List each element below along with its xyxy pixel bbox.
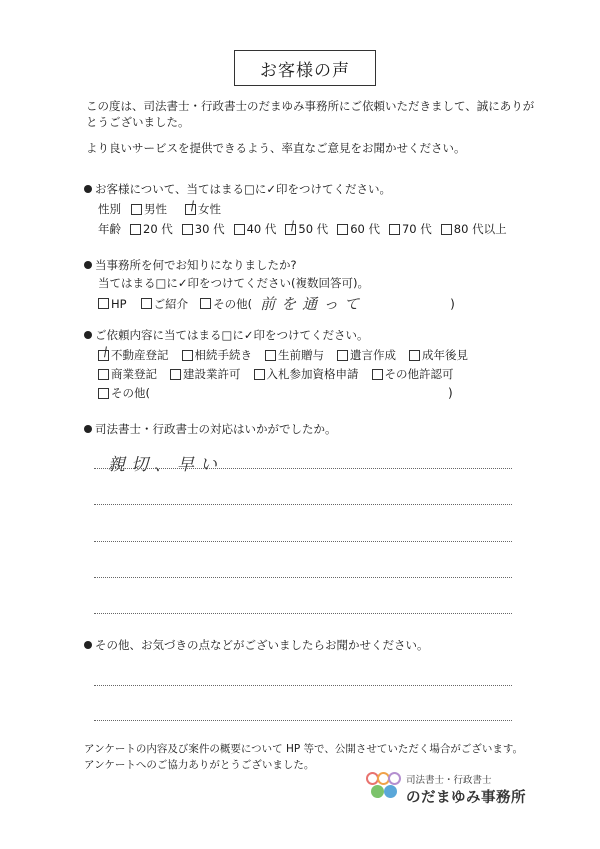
q1-heading (84, 181, 391, 197)
checkbox-icon[interactable] (409, 350, 420, 361)
checkbox-icon[interactable] (98, 298, 109, 309)
checkbox-icon[interactable] (372, 369, 383, 380)
age-option-80[interactable]: 80 代以上 (441, 221, 507, 237)
q4-heading-text: 司法書士・行政書士の対応はいかがでしたか。 (95, 422, 337, 436)
age-option-30[interactable]: 30 代 (182, 221, 225, 237)
checkbox-icon[interactable] (131, 204, 142, 215)
checkbox-icon[interactable] (389, 224, 400, 235)
service-option-bidding[interactable]: 入札参加資格申請 (254, 366, 359, 382)
q1-heading-text: お客様について、当てはまる□に✓印をつけてください。 (95, 182, 392, 196)
logo-circle-blue (384, 785, 397, 798)
answer-line (94, 468, 512, 469)
q2-subheading: 当てはまる□に✓印をつけてください(複数回答可)。 (98, 276, 369, 290)
page-title: お客様の声 (234, 50, 376, 86)
checkbox-icon[interactable] (265, 350, 276, 361)
q3-row-1 (98, 347, 468, 363)
age-label: 年齢 (98, 222, 121, 236)
source-option-hp[interactable]: HP (98, 297, 127, 311)
service-option-gift[interactable]: 生前贈与 (265, 347, 324, 363)
footer-line-1: アンケートの内容及び案件の概要について HP 等で、公開させていただく場合がございます。 (84, 743, 524, 755)
q2-heading-text: 当事務所を何でお知りになりましたか? (95, 258, 297, 272)
footer-line-2: アンケートへのご協力ありがとうございました。 (84, 759, 315, 771)
checkbox-icon[interactable] (182, 224, 193, 235)
checkbox-icon[interactable] (441, 224, 452, 235)
source-option-other[interactable]: その他( (200, 296, 252, 312)
service-option-other-permits[interactable]: その他許認可 (372, 366, 454, 382)
answer-line (94, 685, 512, 686)
logo-subtitle: 司法書士・行政書士 (406, 775, 492, 786)
service-option-will[interactable]: 遺言作成 (337, 347, 396, 363)
checkbox-icon[interactable] (337, 224, 348, 235)
intro-line-2: とうございました。 (86, 115, 190, 129)
source-other-close: ) (450, 296, 455, 311)
answer-line (94, 504, 512, 505)
answer-line (94, 720, 512, 721)
checkbox-icon[interactable] (254, 369, 265, 380)
checkbox-icon[interactable] (98, 369, 109, 380)
bullet-icon (84, 641, 92, 649)
q5-heading (84, 637, 429, 653)
age-option-50[interactable]: 50 代 (285, 221, 328, 237)
gender-option-male[interactable]: 男性 (131, 201, 167, 217)
q4-heading (84, 421, 337, 437)
checkbox-checked-icon[interactable] (98, 350, 109, 361)
checkbox-checked-icon[interactable] (185, 204, 196, 215)
checkbox-icon[interactable] (337, 350, 348, 361)
answer-line (94, 613, 512, 614)
age-option-40[interactable]: 40 代 (234, 221, 277, 237)
q2-heading (84, 257, 297, 273)
service-option-guardianship[interactable]: 成年後見 (409, 347, 468, 363)
q2-options-row (98, 293, 455, 314)
age-option-60[interactable]: 60 代 (337, 221, 380, 237)
service-option-commercial[interactable]: 商業登記 (98, 366, 157, 382)
age-option-70[interactable]: 70 代 (389, 221, 432, 237)
logo-circle-purple (388, 772, 401, 785)
service-other-close: ) (448, 386, 453, 400)
bullet-icon (84, 261, 92, 269)
q5-heading-text: その他、お気づきの点などがございましたらお聞かせください。 (95, 638, 429, 652)
intro-line-1: この度は、司法書士・行政書士のだまゆみ事務所にご依頼いただきまして、誠にありが (86, 99, 535, 113)
logo (406, 772, 526, 807)
service-option-real-estate[interactable]: 不動産登記 (98, 347, 169, 363)
q4-handwritten-answer[interactable]: 親切、早い (108, 455, 223, 475)
q3-row-3 (98, 385, 453, 401)
age-option-20[interactable]: 20 代 (130, 221, 173, 237)
logo-circle-green (371, 785, 384, 798)
q3-heading-text: ご依頼内容に当てはまる□に✓印をつけてください。 (95, 328, 369, 342)
source-other-answer[interactable]: 前を通って (260, 295, 366, 313)
service-option-construction[interactable]: 建設業許可 (170, 366, 241, 382)
gender-row (98, 201, 221, 217)
checkbox-icon[interactable] (141, 298, 152, 309)
bullet-icon (84, 331, 92, 339)
service-option-inheritance[interactable]: 相続手続き (182, 347, 253, 363)
age-row (98, 221, 507, 237)
bullet-icon (84, 425, 92, 433)
answer-line (94, 541, 512, 542)
checkbox-icon[interactable] (170, 369, 181, 380)
gender-option-female[interactable]: 女性 (185, 201, 221, 217)
checkbox-icon[interactable] (98, 388, 109, 399)
checkbox-icon[interactable] (182, 350, 193, 361)
source-option-referral[interactable]: ご紹介 (141, 296, 189, 312)
checkbox-icon[interactable] (234, 224, 245, 235)
checkbox-icon[interactable] (200, 298, 211, 309)
answer-line (94, 577, 512, 578)
service-option-other[interactable]: その他( (98, 385, 150, 401)
bullet-icon (84, 185, 92, 193)
q3-row-2 (98, 366, 454, 382)
logo-mark-icon (366, 772, 402, 808)
gender-label: 性別 (98, 202, 121, 216)
checkbox-icon[interactable] (130, 224, 141, 235)
q3-heading (84, 327, 369, 343)
checkbox-checked-icon[interactable] (285, 224, 296, 235)
intro-line-3: より良いサービスを提供できるよう、率直なご意見をお聞かせください。 (86, 141, 466, 155)
logo-name: のだまゆみ事務所 (406, 790, 526, 806)
